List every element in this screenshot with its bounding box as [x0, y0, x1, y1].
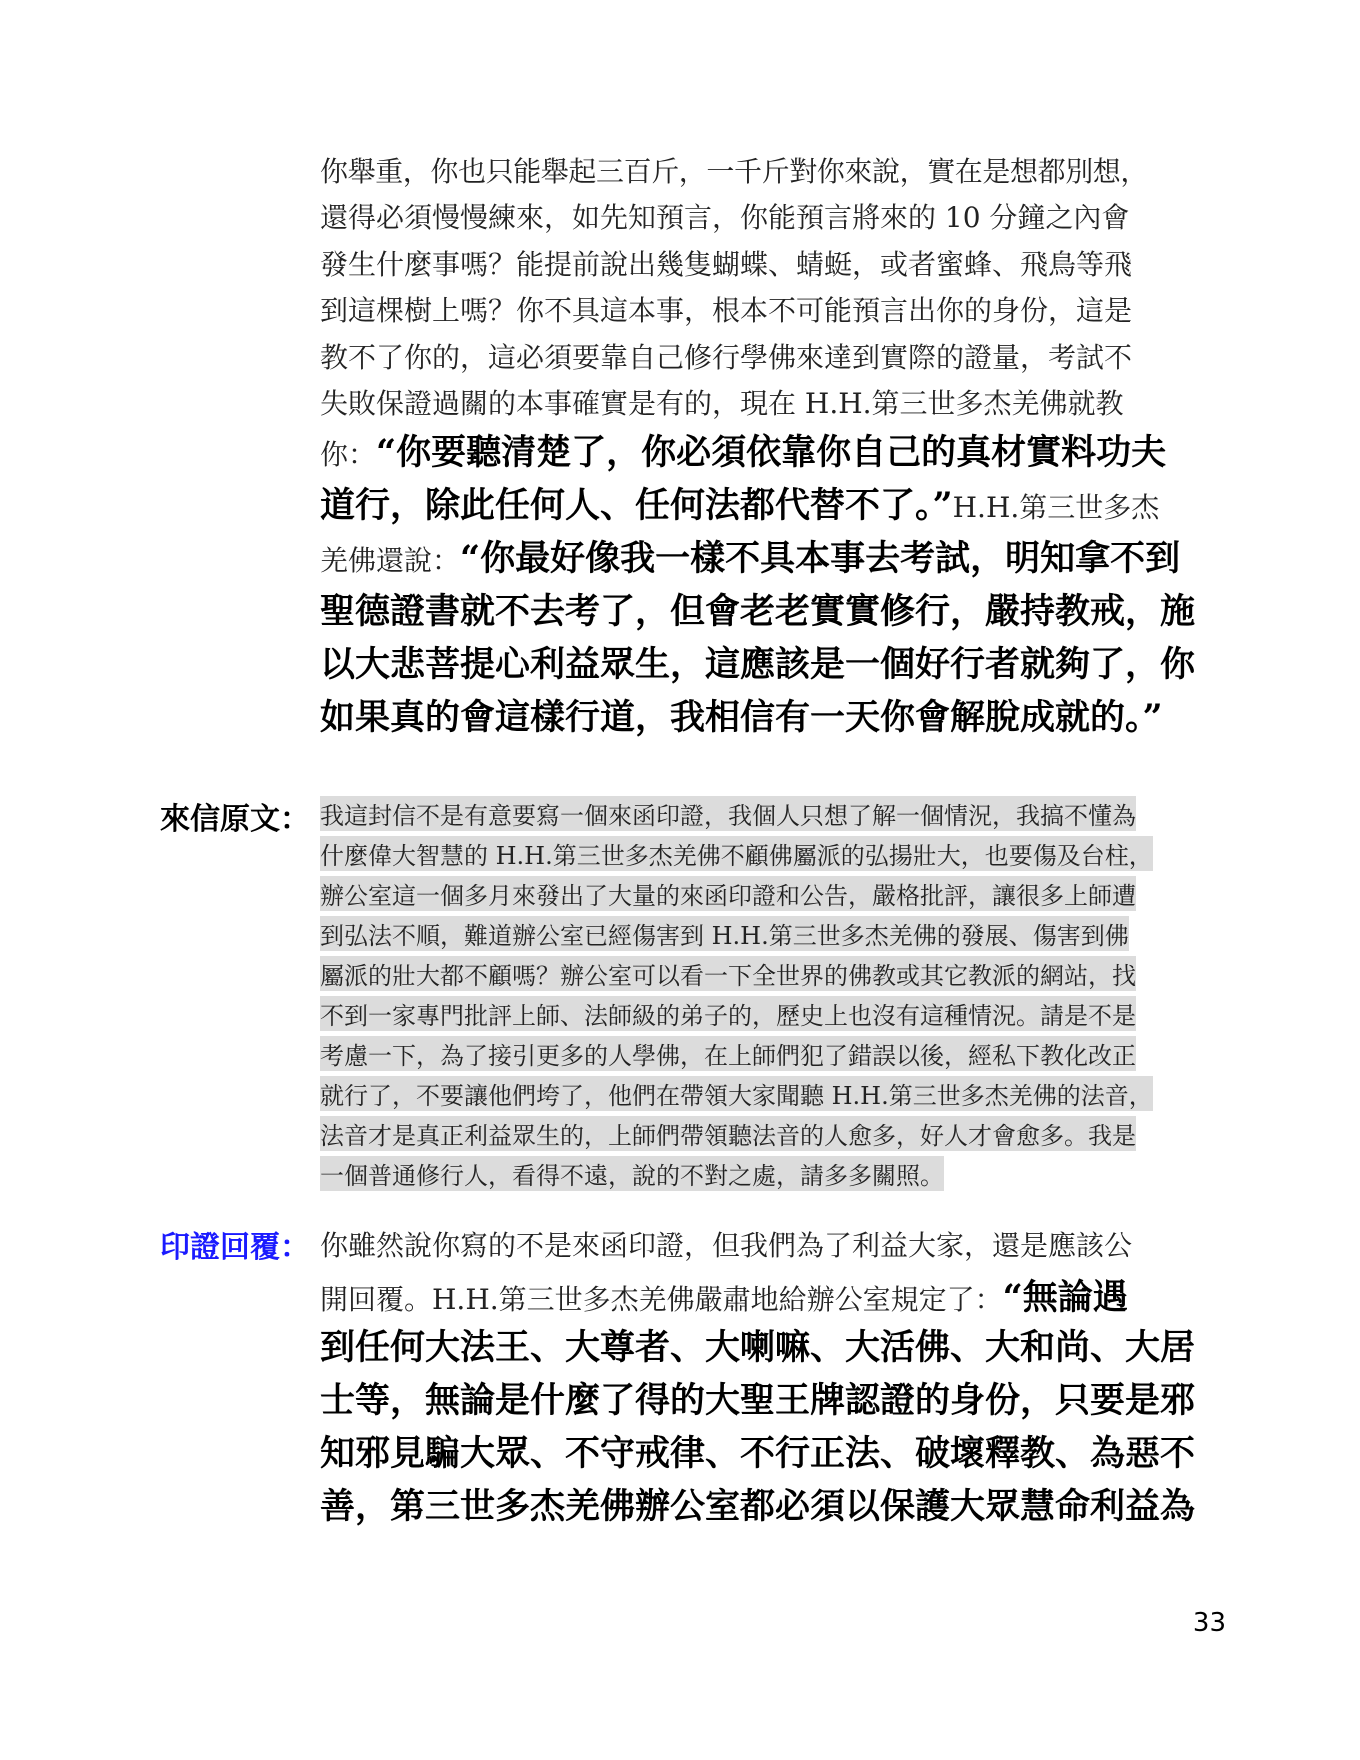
letter-line: 考慮一下，為了接引更多的人學佛，在上師們犯了錯誤以後，經私下教化改正: [320, 1036, 1136, 1071]
letter-line: 什麼偉大智慧的 H.H.第三世多杰羌佛不顧佛屬派的弘揚壯大，也要傷及台柱，: [320, 836, 1153, 871]
bold-quote-line: 知邪見騙大眾、不守戒律、不行正法、破壞釋教、為惡不: [320, 1433, 1196, 1474]
text-line: 還得必須慢慢練來，如先知預言，你能預言將來的 10 分鐘之內會: [320, 201, 1130, 234]
letter-label: 來信原文：: [160, 802, 310, 837]
bold-quote: “無論遇: [1002, 1277, 1128, 1318]
text-line: 失敗保證過關的本事確實是有的，現在 H.H.第三世多杰羌佛就教: [320, 387, 1124, 420]
text-span: 開回覆。H.H.第三世多杰羌佛嚴肅地給辦公室規定了：: [320, 1283, 1003, 1316]
letter-line: 辦公室這一個多月來發出了大量的來函印證和公告，嚴格批評，讓很多上師遭: [320, 876, 1136, 911]
text-line-mixed: [320, 1270, 1128, 1320]
bold-quote: “你要聽清楚了，你必須依靠你自己的真材實料功夫: [376, 432, 1167, 473]
letter-line: 到弘法不順，難道辦公室已經傷害到 H.H.第三世多杰羌佛的發展、傷害到佛: [320, 916, 1129, 951]
bold-quote: “你最好像我一樣不具本事去考試，明知拿不到: [460, 538, 1181, 579]
bold-quote-line: 如果真的會這樣行道，我相信有一天你會解脫成就的。”: [320, 697, 1163, 738]
text-span: H.H.第三世多杰: [952, 491, 1160, 524]
text-line: 你雖然說你寫的不是來函印證，但我們為了利益大家，還是應該公: [320, 1229, 1133, 1262]
bold-quote-line: 到任何大法王、大尊者、大喇嘛、大活佛、大和尚、大居: [320, 1327, 1196, 1368]
letter-line: 法音才是真正利益眾生的，上師們帶領聽法音的人愈多，好人才會愈多。我是: [320, 1116, 1136, 1151]
text-line: 你舉重，你也只能舉起三百斤，一千斤對你來說，實在是想都別想，: [320, 155, 1149, 188]
letter-line: 就行了，不要讓他們垮了，他們在帶領大家聞聽 H.H.第三世多杰羌佛的法音，: [320, 1076, 1153, 1111]
text-line-mixed: [320, 425, 1166, 475]
letter-line: 一個普通修行人，看得不遠，說的不對之處，請多多關照。: [320, 1156, 944, 1191]
page-number: 33: [1192, 1608, 1226, 1638]
bold-quote-line: 士等，無論是什麼了得的大聖王牌認證的身份，只要是邪: [320, 1380, 1196, 1421]
letter-line: 屬派的壯大都不顧嗎？辦公室可以看一下全世界的佛教或其它教派的網站，找: [320, 956, 1136, 991]
text-line: 到這棵樹上嗎？你不具這本事，根本不可能預言出你的身份，這是: [320, 294, 1133, 327]
text-line-mixed: [320, 531, 1180, 581]
bold-quote: 道行，除此任何人、任何法都代替不了。”: [320, 485, 953, 526]
text-span: 羌佛還說：: [320, 544, 461, 577]
bold-quote-line: 善，第三世多杰羌佛辦公室都必須以保護大眾慧命利益為: [320, 1486, 1196, 1527]
bold-quote-line: 聖德證書就不去考了，但會老老實實修行，嚴持教戒，施: [320, 591, 1196, 632]
letter-line: 不到一家專門批評上師、法師級的弟子的，歷史上也沒有這種情況。請是不是: [320, 996, 1136, 1031]
text-line: 教不了你的，這必須要靠自己修行學佛來達到實際的證量，考試不: [320, 341, 1133, 374]
text-line-mixed: [320, 478, 1159, 528]
text-line: 發生什麼事嗎？能提前說出幾隻蝴蝶、蜻蜓，或者蜜蜂、飛鳥等飛: [320, 248, 1133, 281]
bold-quote-line: 以大悲菩提心利益眾生，這應該是一個好行者就夠了，你: [320, 644, 1196, 685]
letter-line: 我這封信不是有意要寫一個來函印證，我個人只想了解一個情況，我搞不懂為: [320, 796, 1136, 831]
reply-label: 印證回覆：: [160, 1230, 310, 1265]
text-span: 你：: [320, 438, 377, 471]
